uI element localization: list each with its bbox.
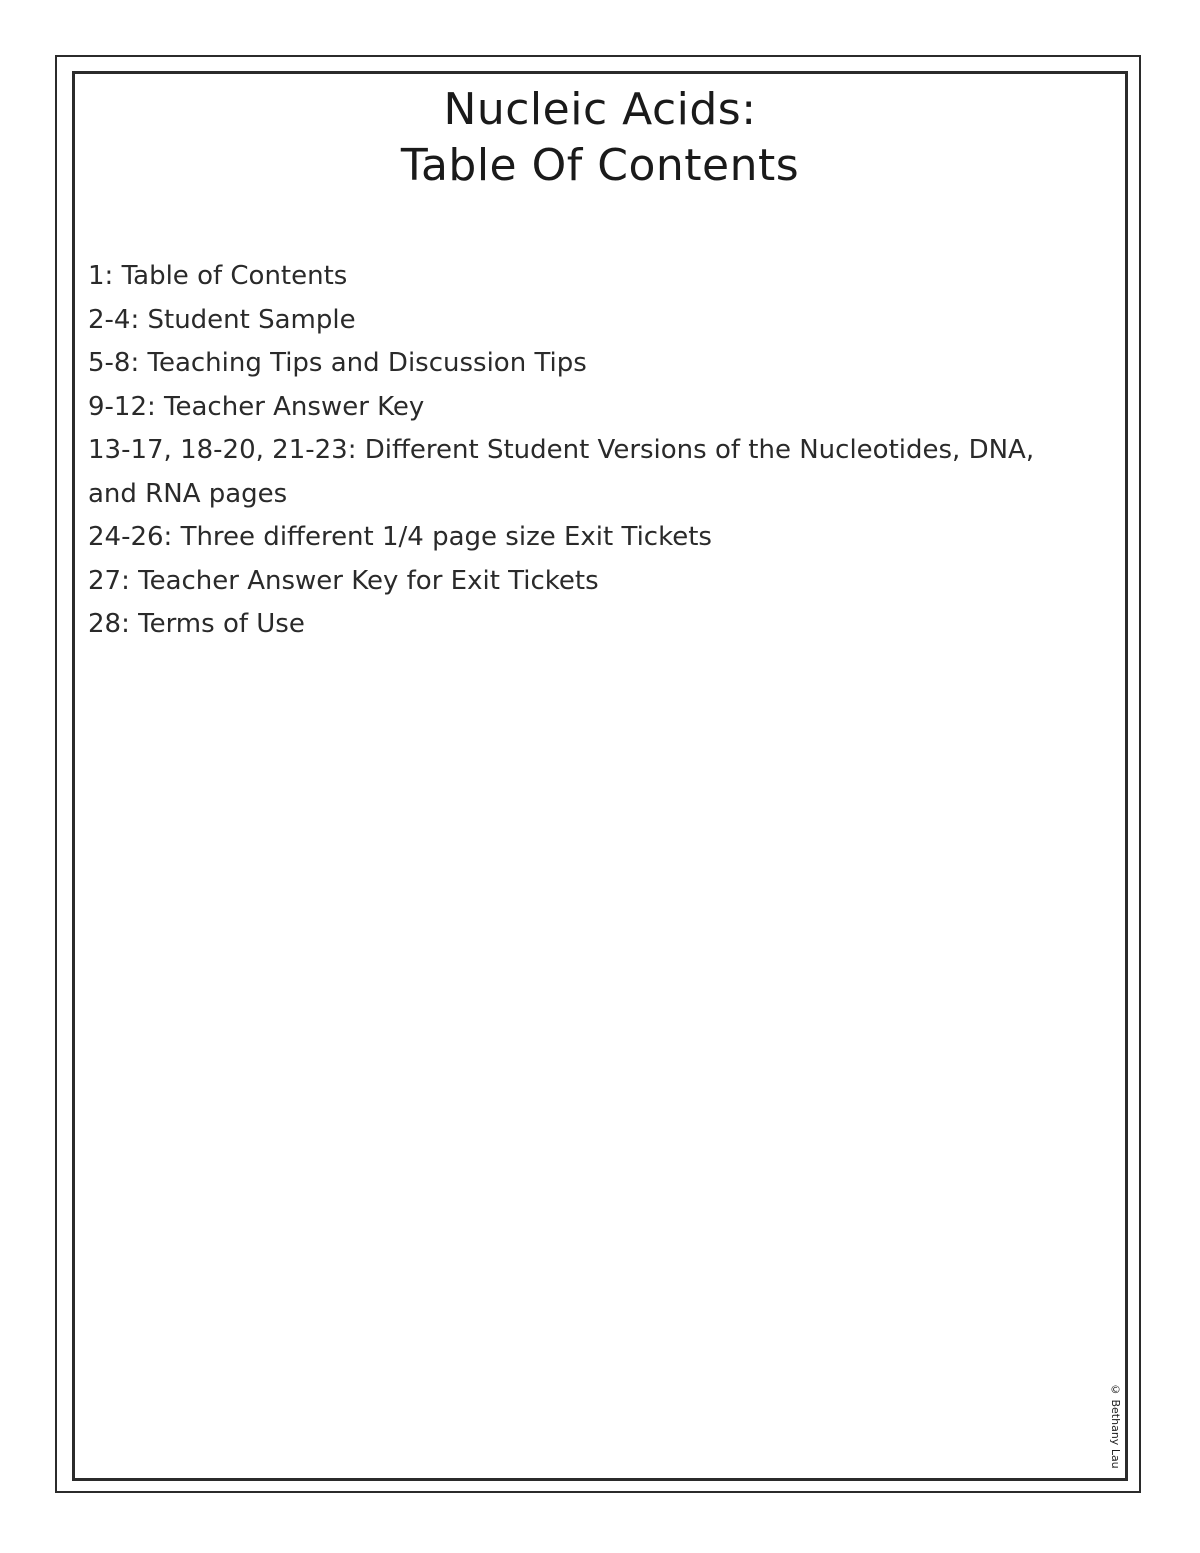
toc-item: 2-4: Student Sample <box>88 304 356 335</box>
title-line-1: Nucleic Acids: <box>443 84 757 135</box>
toc-item: 1: Table of Contents <box>88 261 348 291</box>
title-line-2: Table Of Contents <box>400 140 800 191</box>
toc-item: 13-17, 18-20, 21-23: Different Student Versions of the Nucleotides, DNA, and RNA pages <box>88 435 1035 509</box>
toc-item: 24-26: Three different 1/4 page size Exit Tickets <box>88 522 712 552</box>
toc-item: 5-8: Teaching Tips and Discussion Tips <box>88 348 587 378</box>
toc-item: 27: Teacher Answer Key for Exit Tickets <box>88 565 599 596</box>
page-title <box>72 82 1128 194</box>
table-of-contents <box>88 255 1088 647</box>
toc-item: 28: Terms of Use <box>88 609 305 639</box>
toc-item: 9-12: Teacher Answer Key <box>88 391 425 422</box>
copyright-notice: © Bethany Lau <box>1109 1383 1122 1469</box>
